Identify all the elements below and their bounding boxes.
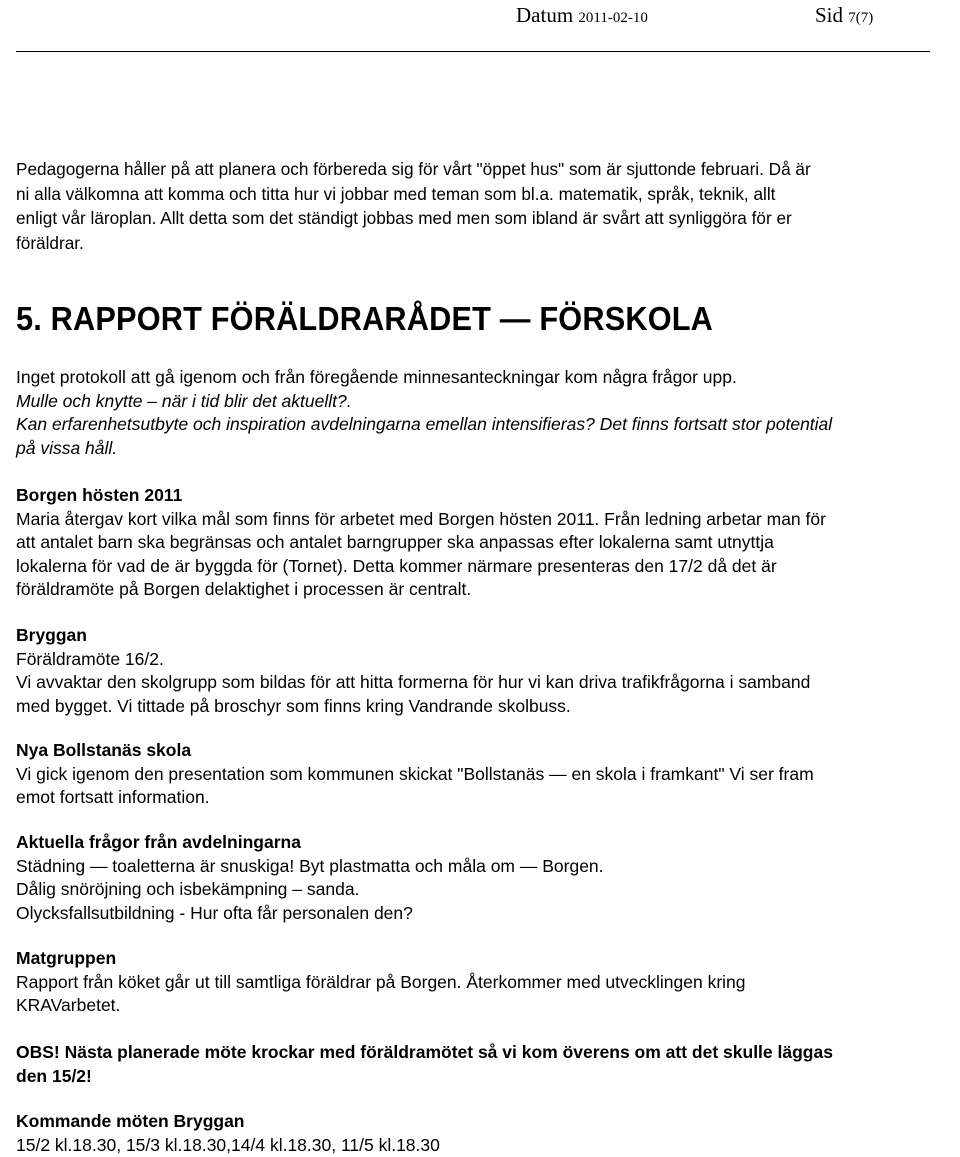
text-line: Olycksfallsutbildning - Hur ofta får personalen den? [16, 902, 946, 926]
kommande-moten-section [16, 1110, 946, 1157]
nya-bollstanas-section [16, 739, 946, 810]
header-date [516, 3, 648, 28]
subheading: Matgruppen [16, 947, 946, 971]
text-line: Pedagogerna håller på att planera och förbereda sig för vårt "öppet hus" som är sjuttonde februari. Då är [16, 157, 946, 182]
text-line: lokalerna för vad de är byggda för (Tornet). Detta kommer närmare presenteras den 17/2 då det är [16, 555, 946, 579]
italic-line: Kan erfarenhetsutbyte och inspiration avdelningarna emellan intensifieras? Det finns fortsatt stor potential [16, 413, 946, 437]
text-line: Rapport från köket går ut till samtliga föräldrar på Borgen. Återkommer med utvecklingen kring [16, 971, 946, 995]
header-page-number [815, 3, 873, 28]
text-line: att antalet barn ska begränsas och antalet barngrupper ska anpassas efter lokalerna samt utnyttja [16, 531, 946, 555]
text-line: Vi gick igenom den presentation som kommunen skickat "Bollstanäs — en skola i framkant" Vi ser fram [16, 763, 946, 787]
subheading: Aktuella frågor från avdelningarna [16, 831, 946, 855]
text-line: KRAVarbetet. [16, 994, 946, 1018]
page-value: 7(7) [848, 10, 873, 26]
date-label: Datum [516, 3, 573, 27]
matgruppen-section [16, 947, 946, 1018]
text-line: Städning — toaletterna är snuskiga! Byt plastmatta och måla om — Borgen. [16, 855, 946, 879]
text-line: Föräldramöte 16/2. [16, 648, 946, 672]
text-line: föräldrar. [16, 231, 946, 256]
text-line: den 15/2! [16, 1065, 946, 1089]
text-line: Dålig snöröjning och isbekämpning – sanda. [16, 878, 946, 902]
italic-line: Mulle och knytte – när i tid blir det aktuellt?. [16, 390, 946, 414]
section-heading: 5. RAPPORT FÖRÄLDRARÅDET — FÖRSKOLA [16, 300, 713, 338]
text-line: Maria återgav kort vilka mål som finns för arbetet med Borgen hösten 2011. Från ledning arbetar man för [16, 508, 946, 532]
page-label: Sid [815, 3, 843, 27]
date-value: 2011-02-10 [578, 10, 647, 26]
subheading: Nya Bollstanäs skola [16, 739, 946, 763]
text-line: emot fortsatt information. [16, 786, 946, 810]
subheading: Bryggan [16, 624, 946, 648]
text-line: föräldramöte på Borgen delaktighet i processen är centralt. [16, 578, 946, 602]
section-intro-paragraph [16, 366, 946, 460]
text-line: ni alla välkomna att komma och titta hur vi jobbar med teman som bl.a. matematik, språk, teknik, allt [16, 182, 946, 207]
text-line: OBS! Nästa planerade möte krockar med föräldramötet så vi kom överens om att det skulle läggas [16, 1041, 946, 1065]
italic-line: på vissa håll. [16, 437, 946, 461]
text-line: med bygget. Vi tittade på broschyr som finns kring Vandrande skolbuss. [16, 695, 946, 719]
text-line: 15/2 kl.18.30, 15/3 kl.18.30,14/4 kl.18.30, 11/5 kl.18.30 [16, 1134, 946, 1157]
page-header [0, 0, 960, 56]
text-line: enligt vår läroplan. Allt detta som det ständigt jobbas med men som ibland är svårt att synliggöra för er [16, 206, 946, 231]
text-line: Inget protokoll att gå igenom och från föregående minnesanteckningar kom några frågor upp. [16, 366, 946, 390]
aktuella-fragor-section [16, 831, 946, 925]
header-divider [16, 51, 930, 52]
text-line: Vi avvaktar den skolgrupp som bildas för att hitta formerna för hur vi kan driva trafikfrågorna i samband [16, 671, 946, 695]
borgen-section [16, 484, 946, 602]
subheading: Borgen hösten 2011 [16, 484, 946, 508]
obs-notice [16, 1041, 946, 1088]
subheading: Kommande möten Bryggan [16, 1110, 946, 1134]
intro-paragraph [16, 157, 946, 255]
bryggan-section [16, 624, 946, 718]
